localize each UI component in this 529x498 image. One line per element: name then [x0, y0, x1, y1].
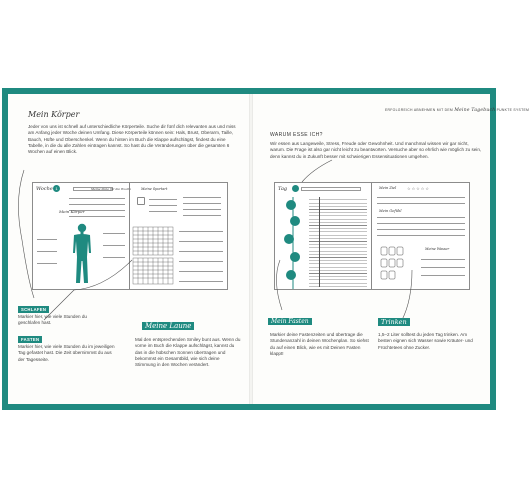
- pointer-lines-right: [262, 160, 482, 330]
- mini-ziel-label: Mein Ziel: [379, 186, 397, 190]
- trinken-text: 1,5–2 Liter solltest du jeden Tag trinken. Am besten eignen sich Wasser sowie Kräuter- und Früchtetees ohne Zucker.: [378, 332, 473, 350]
- laune-text: Mal den entsprechenden Smiley bunt aus. Wenn du vorne im Buch die Klappe aufschlägst, kannst du das in die hübschen Sonnen übertragen und bekommst ein Gesamtbild, wie sich deine Stimmung in den Wochen verändert.: [135, 337, 241, 368]
- running-header: [385, 108, 529, 113]
- fasten-text: Markier hier, wie viele Stunden du im jeweiligen Tag gefastet hast. Die Zeit übernimmst du aus der Tagesseite.: [18, 344, 115, 362]
- mini-gefuehl-label: Mein Gefühl: [379, 209, 402, 213]
- intro-title: Mein Körper: [28, 110, 80, 119]
- running-header-text: ERFOLGREICH ABNEHMEN MIT DEM: [385, 108, 454, 112]
- fasten-title-right: Mein Fasten: [268, 318, 312, 325]
- mini-week-number: 1: [53, 185, 60, 192]
- running-header-end: PUNKTE SYSTEM: [496, 108, 529, 112]
- mini-koerper-label: Mein Körper: [59, 209, 85, 214]
- rating-stars-icon: ☆☆☆☆☆: [407, 186, 430, 191]
- laune-title: Meine Laune: [142, 322, 194, 330]
- schlafen-text: Markier hier, wie viele Stunden du geschlafen hast.: [18, 314, 87, 326]
- schlafen-label: SCHLAFEN: [18, 306, 49, 313]
- pointer-lines-left: [14, 140, 154, 320]
- trinken-title: Trinken: [378, 318, 410, 326]
- mini-goals-heading: Meine Ziele für die Woche: [91, 187, 132, 191]
- running-header-script: Meine Tagebuch: [454, 108, 496, 113]
- book-fold: [249, 94, 253, 404]
- warum-text: Wir essen aus Langeweile, Stress, Freude oder Gewohnheit. Und manchmal wissen wir gar nicht, warum. Die Frage ist also gar nicht leicht zu beantworten. Versuche aber so ehrlich wie möglich zu sein, denn kannst du in Zukunft besser mit schwierigen Essensituationen umgehen.: [270, 141, 482, 159]
- mini-tag-label: Tag: [278, 186, 288, 192]
- fasten-text-right: Markier deine Fastenzeiten und übertrage die Stundenanzahl in deinen Wochenplan. So siehst du auf einen Blick, wie es mit Deinen Fasten klappt!: [270, 332, 369, 356]
- mini-checklist: [183, 193, 223, 221]
- mini-sport-label: Meine Sportart: [141, 187, 168, 191]
- intro-text: Jeder von uns ist schnell auf unterschiedliche Körperteile. Suche dir fünf dich relevanten aus und miss am Anfang jeder Woche deinen Umfang. Diese Körperteile können sein: Hals, Brust, Oberarm, Taille, Bauch, Hüfte und Oberschenkel. Wenn du hinten im Buch die Klappe aufschlägst, findest du eine Tabelle, in die du alle Zahlen eintragen kannst. So hast du die Veränderungen über die gesamten 6 Wochen auf einen Blick.: [28, 124, 236, 155]
- fasten-label: FASTEN: [18, 336, 42, 343]
- mini-wasser-label: Meine Wasser: [425, 247, 450, 251]
- mini-woche-label: Woche: [36, 186, 53, 192]
- warum-title: WARUM ESSE ICH?: [270, 132, 323, 138]
